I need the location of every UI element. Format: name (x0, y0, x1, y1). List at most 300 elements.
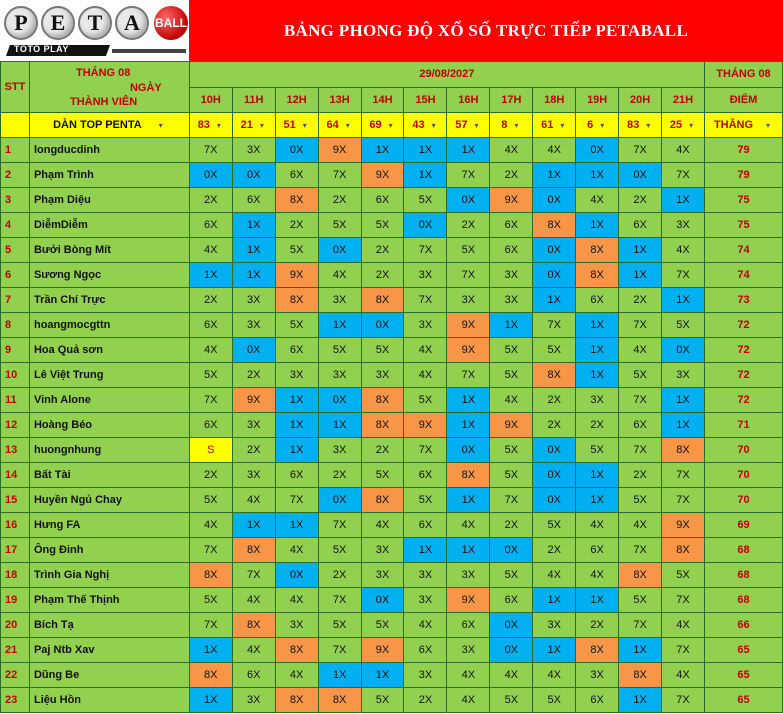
result-cell[interactable]: 4X (576, 513, 619, 538)
result-cell[interactable]: 6X (576, 288, 619, 313)
result-cell[interactable]: 3X (361, 538, 404, 563)
result-cell[interactable]: 7X (404, 238, 447, 263)
result-cell[interactable]: 0X (619, 163, 662, 188)
result-cell[interactable]: 0X (447, 188, 490, 213)
result-cell[interactable]: 2X (189, 288, 232, 313)
member-name[interactable]: Paj Ntb Xav (29, 638, 189, 663)
result-cell[interactable]: 7X (662, 263, 705, 288)
result-cell[interactable]: 7X (533, 313, 576, 338)
result-cell[interactable]: 6X (361, 188, 404, 213)
result-cell[interactable]: 1X (533, 638, 576, 663)
result-cell[interactable]: 1X (662, 388, 705, 413)
member-name[interactable]: Sương Ngọc (29, 263, 189, 288)
result-cell[interactable]: 1X (318, 313, 361, 338)
member-name[interactable]: Lê Việt Trung (29, 363, 189, 388)
result-cell[interactable]: 0X (662, 338, 705, 363)
result-cell[interactable]: 0X (533, 263, 576, 288)
result-cell[interactable]: 3X (576, 388, 619, 413)
member-name[interactable]: Bích Tạ (29, 613, 189, 638)
result-cell[interactable]: 1X (275, 513, 318, 538)
result-cell[interactable]: 5X (318, 338, 361, 363)
result-cell[interactable]: 9X (447, 588, 490, 613)
result-cell[interactable]: 7X (619, 313, 662, 338)
result-cell[interactable]: 5X (490, 338, 533, 363)
result-cell[interactable]: 4X (533, 663, 576, 688)
filter-dropdown-icon[interactable]: ▾ (388, 120, 393, 130)
result-cell[interactable]: 1X (490, 313, 533, 338)
result-cell[interactable]: 6X (232, 188, 275, 213)
result-cell[interactable]: 2X (619, 463, 662, 488)
result-cell[interactable]: 4X (189, 513, 232, 538)
result-cell[interactable]: 0X (232, 338, 275, 363)
result-cell[interactable]: 4X (232, 488, 275, 513)
top-number-cell[interactable] (490, 113, 533, 138)
result-cell[interactable]: 1X (189, 263, 232, 288)
result-cell[interactable]: 2X (232, 438, 275, 463)
result-cell[interactable]: 7X (619, 613, 662, 638)
result-cell[interactable]: 7X (404, 288, 447, 313)
result-cell[interactable]: 3X (361, 363, 404, 388)
result-cell[interactable]: 0X (576, 138, 619, 163)
result-cell[interactable]: 6X (490, 588, 533, 613)
member-name[interactable]: Phạm Trình (29, 163, 189, 188)
result-cell[interactable]: 6X (490, 213, 533, 238)
top-number-cell[interactable] (533, 113, 576, 138)
result-cell[interactable]: 3X (232, 688, 275, 713)
result-cell[interactable]: 1X (576, 338, 619, 363)
member-name[interactable]: Bất Tài (29, 463, 189, 488)
result-cell[interactable]: 4X (232, 588, 275, 613)
result-cell[interactable]: 5X (619, 363, 662, 388)
result-cell[interactable]: 7X (404, 438, 447, 463)
top-number-cell[interactable] (275, 113, 318, 138)
result-cell[interactable]: 7X (662, 688, 705, 713)
result-cell[interactable]: 7X (318, 638, 361, 663)
result-cell[interactable]: 5X (490, 563, 533, 588)
member-name[interactable]: Hoa Quả sơn (29, 338, 189, 363)
result-cell[interactable]: 1X (232, 513, 275, 538)
result-cell[interactable]: 5X (576, 438, 619, 463)
filter-dropdown-icon[interactable]: ▾ (474, 120, 479, 130)
member-name[interactable]: Phạm Thế Thịnh (29, 588, 189, 613)
result-cell[interactable]: 3X (404, 563, 447, 588)
result-cell[interactable]: 6X (619, 213, 662, 238)
result-cell[interactable]: 2X (189, 188, 232, 213)
result-cell[interactable]: 8X (576, 638, 619, 663)
member-name[interactable]: Bưởi Bòng Mít (29, 238, 189, 263)
result-cell[interactable]: 5X (275, 238, 318, 263)
result-cell[interactable]: 7X (619, 388, 662, 413)
result-cell[interactable]: 0X (361, 588, 404, 613)
result-cell[interactable]: 6X (404, 513, 447, 538)
result-cell[interactable]: 0X (275, 138, 318, 163)
result-cell[interactable]: 6X (576, 538, 619, 563)
result-cell[interactable]: 8X (189, 663, 232, 688)
result-cell[interactable]: 2X (361, 438, 404, 463)
result-cell[interactable]: 1X (404, 538, 447, 563)
result-cell[interactable]: 7X (490, 488, 533, 513)
result-cell[interactable]: 8X (619, 663, 662, 688)
result-cell[interactable]: 9X (232, 388, 275, 413)
top-number-cell[interactable] (361, 113, 404, 138)
result-cell[interactable]: 0X (533, 463, 576, 488)
result-cell[interactable]: 3X (318, 438, 361, 463)
result-cell[interactable]: 3X (275, 613, 318, 638)
result-cell[interactable]: 7X (189, 613, 232, 638)
result-cell[interactable]: 7X (318, 588, 361, 613)
result-cell[interactable]: 8X (361, 413, 404, 438)
result-cell[interactable]: 0X (318, 388, 361, 413)
result-cell[interactable]: 4X (447, 663, 490, 688)
result-cell[interactable]: 6X (490, 238, 533, 263)
result-cell[interactable]: 1X (619, 688, 662, 713)
result-cell[interactable]: 0X (533, 488, 576, 513)
result-cell[interactable]: 1X (232, 213, 275, 238)
result-cell[interactable]: 4X (404, 613, 447, 638)
result-cell[interactable]: 3X (275, 363, 318, 388)
result-cell[interactable]: 7X (189, 138, 232, 163)
result-cell[interactable]: 4X (662, 138, 705, 163)
result-cell[interactable]: 9X (404, 413, 447, 438)
result-cell[interactable]: 8X (275, 288, 318, 313)
filter-dropdown-icon[interactable]: ▾ (431, 120, 436, 130)
result-cell[interactable]: 3X (490, 263, 533, 288)
result-cell[interactable]: 4X (447, 688, 490, 713)
member-name[interactable]: Ông Đinh (29, 538, 189, 563)
result-cell[interactable]: 1X (404, 163, 447, 188)
result-cell[interactable]: 4X (232, 638, 275, 663)
result-cell[interactable]: 1X (533, 588, 576, 613)
member-name[interactable]: hoangmocgttn (29, 313, 189, 338)
result-cell[interactable]: 4X (318, 263, 361, 288)
result-cell[interactable]: 1X (576, 488, 619, 513)
result-cell[interactable]: 0X (533, 438, 576, 463)
result-cell[interactable]: 1X (318, 413, 361, 438)
result-cell[interactable]: 8X (275, 638, 318, 663)
result-cell[interactable]: 5X (275, 313, 318, 338)
result-cell[interactable]: 5X (404, 388, 447, 413)
result-cell[interactable]: 8X (275, 688, 318, 713)
member-name[interactable]: Liệu Hồn (29, 688, 189, 713)
result-cell[interactable]: 4X (275, 663, 318, 688)
result-cell[interactable]: 7X (318, 513, 361, 538)
result-cell[interactable]: 1X (619, 263, 662, 288)
result-cell[interactable]: 4X (662, 613, 705, 638)
result-cell[interactable]: 2X (447, 213, 490, 238)
result-cell[interactable]: 0X (275, 563, 318, 588)
result-cell[interactable]: 5X (447, 238, 490, 263)
result-cell[interactable]: 3X (318, 288, 361, 313)
member-name[interactable]: Trần Chí Trực (29, 288, 189, 313)
result-cell[interactable]: 0X (361, 313, 404, 338)
result-cell[interactable]: 0X (490, 538, 533, 563)
result-cell[interactable]: 1X (232, 263, 275, 288)
result-cell[interactable]: 3X (404, 663, 447, 688)
result-cell[interactable]: 4X (490, 388, 533, 413)
result-cell[interactable]: 8X (361, 388, 404, 413)
result-cell[interactable]: 8X (275, 188, 318, 213)
result-cell[interactable]: 3X (447, 638, 490, 663)
wins-header-cell[interactable] (704, 113, 782, 138)
result-cell[interactable]: 8X (662, 438, 705, 463)
result-cell[interactable]: 9X (490, 413, 533, 438)
result-cell[interactable]: 0X (533, 188, 576, 213)
result-cell[interactable]: 1X (576, 463, 619, 488)
result-cell[interactable]: 5X (490, 463, 533, 488)
result-cell[interactable]: 5X (361, 213, 404, 238)
result-cell[interactable]: 4X (533, 138, 576, 163)
top-number-cell[interactable] (318, 113, 361, 138)
result-cell[interactable]: 1X (576, 213, 619, 238)
result-cell[interactable]: 5X (533, 513, 576, 538)
result-cell[interactable]: 6X (404, 638, 447, 663)
result-cell[interactable]: 1X (576, 588, 619, 613)
result-cell[interactable]: 1X (576, 313, 619, 338)
result-cell[interactable]: 3X (318, 363, 361, 388)
filter-dropdown-icon[interactable]: ▾ (259, 120, 264, 130)
result-cell[interactable]: 0X (232, 163, 275, 188)
filter-dropdown-icon[interactable]: ▾ (689, 120, 694, 130)
filter-dropdown-icon[interactable]: ▾ (514, 120, 519, 130)
result-cell[interactable]: 4X (361, 513, 404, 538)
result-cell[interactable]: 2X (619, 288, 662, 313)
result-cell[interactable]: 2X (533, 388, 576, 413)
result-cell[interactable]: 4X (576, 563, 619, 588)
result-cell[interactable]: 7X (662, 163, 705, 188)
result-cell[interactable]: 1X (447, 138, 490, 163)
result-cell[interactable]: 5X (490, 363, 533, 388)
top-number-cell[interactable] (447, 113, 490, 138)
top-number-cell[interactable] (232, 113, 275, 138)
result-cell[interactable]: 4X (275, 538, 318, 563)
result-cell[interactable]: 3X (662, 213, 705, 238)
filter-dropdown-icon[interactable]: ▾ (216, 120, 221, 130)
result-cell[interactable]: 0X (490, 613, 533, 638)
result-cell[interactable]: 2X (490, 513, 533, 538)
result-cell[interactable]: S (189, 438, 232, 463)
result-cell[interactable]: 5X (533, 338, 576, 363)
filter-dropdown-icon[interactable]: ▾ (560, 120, 565, 130)
result-cell[interactable]: 3X (232, 313, 275, 338)
result-cell[interactable]: 7X (662, 588, 705, 613)
result-cell[interactable]: 8X (189, 563, 232, 588)
result-cell[interactable]: 5X (318, 538, 361, 563)
result-cell[interactable]: 5X (404, 188, 447, 213)
top-number-cell[interactable] (662, 113, 705, 138)
result-cell[interactable]: 9X (361, 638, 404, 663)
result-cell[interactable]: 5X (189, 588, 232, 613)
result-cell[interactable]: 6X (619, 413, 662, 438)
result-cell[interactable]: 1X (533, 163, 576, 188)
filter-dropdown-icon[interactable]: ▾ (646, 120, 651, 130)
result-cell[interactable]: 1X (189, 688, 232, 713)
result-cell[interactable]: 4X (490, 138, 533, 163)
result-cell[interactable]: 4X (189, 238, 232, 263)
top-number-cell[interactable] (619, 113, 662, 138)
member-name[interactable]: Hưng FA (29, 513, 189, 538)
result-cell[interactable]: 5X (361, 688, 404, 713)
result-cell[interactable]: 6X (275, 463, 318, 488)
result-cell[interactable]: 1X (619, 238, 662, 263)
result-cell[interactable]: 7X (189, 388, 232, 413)
member-name[interactable]: Phạm Diệu (29, 188, 189, 213)
filter-dropdown-icon[interactable]: ▾ (158, 120, 163, 130)
result-cell[interactable]: 1X (533, 288, 576, 313)
result-cell[interactable]: 9X (490, 188, 533, 213)
result-cell[interactable]: 6X (576, 688, 619, 713)
result-cell[interactable]: 9X (447, 313, 490, 338)
result-cell[interactable]: 1X (318, 663, 361, 688)
top-penta-label-cell[interactable] (29, 113, 189, 138)
result-cell[interactable]: 7X (275, 488, 318, 513)
result-cell[interactable]: 9X (275, 263, 318, 288)
result-cell[interactable]: 2X (619, 188, 662, 213)
result-cell[interactable]: 1X (662, 288, 705, 313)
result-cell[interactable]: 3X (232, 463, 275, 488)
result-cell[interactable]: 2X (361, 238, 404, 263)
result-cell[interactable]: 1X (232, 238, 275, 263)
result-cell[interactable]: 4X (404, 338, 447, 363)
result-cell[interactable]: 6X (275, 338, 318, 363)
result-cell[interactable]: 7X (447, 163, 490, 188)
result-cell[interactable]: 3X (404, 263, 447, 288)
result-cell[interactable]: 0X (404, 213, 447, 238)
result-cell[interactable]: 4X (533, 563, 576, 588)
result-cell[interactable]: 8X (533, 363, 576, 388)
result-cell[interactable]: 0X (318, 238, 361, 263)
result-cell[interactable]: 3X (447, 288, 490, 313)
result-cell[interactable]: 4X (662, 238, 705, 263)
result-cell[interactable]: 5X (361, 338, 404, 363)
result-cell[interactable]: 1X (361, 663, 404, 688)
result-cell[interactable]: 4X (576, 188, 619, 213)
result-cell[interactable]: 1X (275, 413, 318, 438)
result-cell[interactable]: 2X (361, 263, 404, 288)
result-cell[interactable]: 5X (619, 488, 662, 513)
result-cell[interactable]: 3X (232, 138, 275, 163)
result-cell[interactable]: 4X (275, 588, 318, 613)
result-cell[interactable]: 7X (662, 638, 705, 663)
result-cell[interactable]: 5X (318, 213, 361, 238)
result-cell[interactable]: 5X (361, 463, 404, 488)
result-cell[interactable]: 2X (490, 163, 533, 188)
member-name[interactable]: Hoàng Béo (29, 413, 189, 438)
result-cell[interactable]: 3X (404, 313, 447, 338)
result-cell[interactable]: 3X (490, 288, 533, 313)
result-cell[interactable]: 6X (189, 213, 232, 238)
result-cell[interactable]: 1X (576, 363, 619, 388)
top-number-cell[interactable] (404, 113, 447, 138)
result-cell[interactable]: 1X (447, 538, 490, 563)
result-cell[interactable]: 9X (318, 138, 361, 163)
filter-dropdown-icon[interactable]: ▾ (302, 120, 307, 130)
result-cell[interactable]: 1X (619, 638, 662, 663)
result-cell[interactable]: 7X (189, 538, 232, 563)
result-cell[interactable]: 1X (275, 388, 318, 413)
result-cell[interactable]: 9X (361, 163, 404, 188)
result-cell[interactable]: 8X (576, 238, 619, 263)
result-cell[interactable]: 4X (490, 663, 533, 688)
result-cell[interactable]: 4X (619, 513, 662, 538)
result-cell[interactable]: 1X (404, 138, 447, 163)
result-cell[interactable]: 8X (619, 563, 662, 588)
result-cell[interactable]: 8X (447, 463, 490, 488)
result-cell[interactable]: 5X (490, 438, 533, 463)
result-cell[interactable]: 3X (662, 363, 705, 388)
result-cell[interactable]: 6X (232, 663, 275, 688)
result-cell[interactable]: 8X (361, 488, 404, 513)
member-name[interactable]: DiễmDiễm (29, 213, 189, 238)
result-cell[interactable]: 1X (189, 638, 232, 663)
result-cell[interactable]: 1X (275, 438, 318, 463)
result-cell[interactable]: 2X (275, 213, 318, 238)
result-cell[interactable]: 9X (447, 338, 490, 363)
result-cell[interactable]: 5X (361, 613, 404, 638)
result-cell[interactable]: 1X (361, 138, 404, 163)
result-cell[interactable]: 7X (619, 438, 662, 463)
result-cell[interactable]: 6X (189, 313, 232, 338)
result-cell[interactable]: 1X (576, 163, 619, 188)
result-cell[interactable]: 5X (619, 588, 662, 613)
result-cell[interactable]: 2X (533, 413, 576, 438)
result-cell[interactable]: 2X (576, 413, 619, 438)
member-name[interactable]: longducdinh (29, 138, 189, 163)
result-cell[interactable]: 4X (662, 663, 705, 688)
result-cell[interactable]: 4X (189, 338, 232, 363)
result-cell[interactable]: 8X (361, 288, 404, 313)
result-cell[interactable]: 1X (447, 413, 490, 438)
result-cell[interactable]: 7X (232, 563, 275, 588)
result-cell[interactable]: 3X (533, 613, 576, 638)
result-cell[interactable]: 6X (404, 463, 447, 488)
result-cell[interactable]: 7X (318, 163, 361, 188)
result-cell[interactable]: 7X (447, 263, 490, 288)
result-cell[interactable]: 8X (232, 538, 275, 563)
result-cell[interactable]: 8X (232, 613, 275, 638)
result-cell[interactable]: 1X (447, 388, 490, 413)
member-name[interactable]: Huyền Ngủ Chay (29, 488, 189, 513)
result-cell[interactable]: 5X (662, 313, 705, 338)
result-cell[interactable]: 7X (447, 363, 490, 388)
result-cell[interactable]: 0X (318, 488, 361, 513)
result-cell[interactable]: 3X (404, 588, 447, 613)
result-cell[interactable]: 2X (318, 188, 361, 213)
result-cell[interactable]: 0X (447, 438, 490, 463)
result-cell[interactable]: 4X (619, 338, 662, 363)
filter-dropdown-icon[interactable]: ▾ (345, 120, 350, 130)
result-cell[interactable]: 9X (662, 513, 705, 538)
member-name[interactable]: Dũng Be (29, 663, 189, 688)
result-cell[interactable]: 5X (318, 613, 361, 638)
result-cell[interactable]: 7X (662, 463, 705, 488)
result-cell[interactable]: 6X (189, 413, 232, 438)
top-number-cell[interactable] (576, 113, 619, 138)
result-cell[interactable]: 3X (447, 563, 490, 588)
result-cell[interactable]: 2X (189, 463, 232, 488)
member-name[interactable]: Vinh Alone (29, 388, 189, 413)
result-cell[interactable]: 5X (189, 488, 232, 513)
result-cell[interactable]: 4X (447, 513, 490, 538)
result-cell[interactable]: 7X (619, 538, 662, 563)
filter-dropdown-icon[interactable]: ▾ (600, 120, 605, 130)
result-cell[interactable]: 1X (662, 188, 705, 213)
result-cell[interactable]: 8X (318, 688, 361, 713)
member-name[interactable]: Trình Gia Nghị (29, 563, 189, 588)
result-cell[interactable]: 5X (662, 563, 705, 588)
result-cell[interactable]: 2X (404, 688, 447, 713)
result-cell[interactable]: 6X (447, 613, 490, 638)
result-cell[interactable]: 3X (232, 288, 275, 313)
